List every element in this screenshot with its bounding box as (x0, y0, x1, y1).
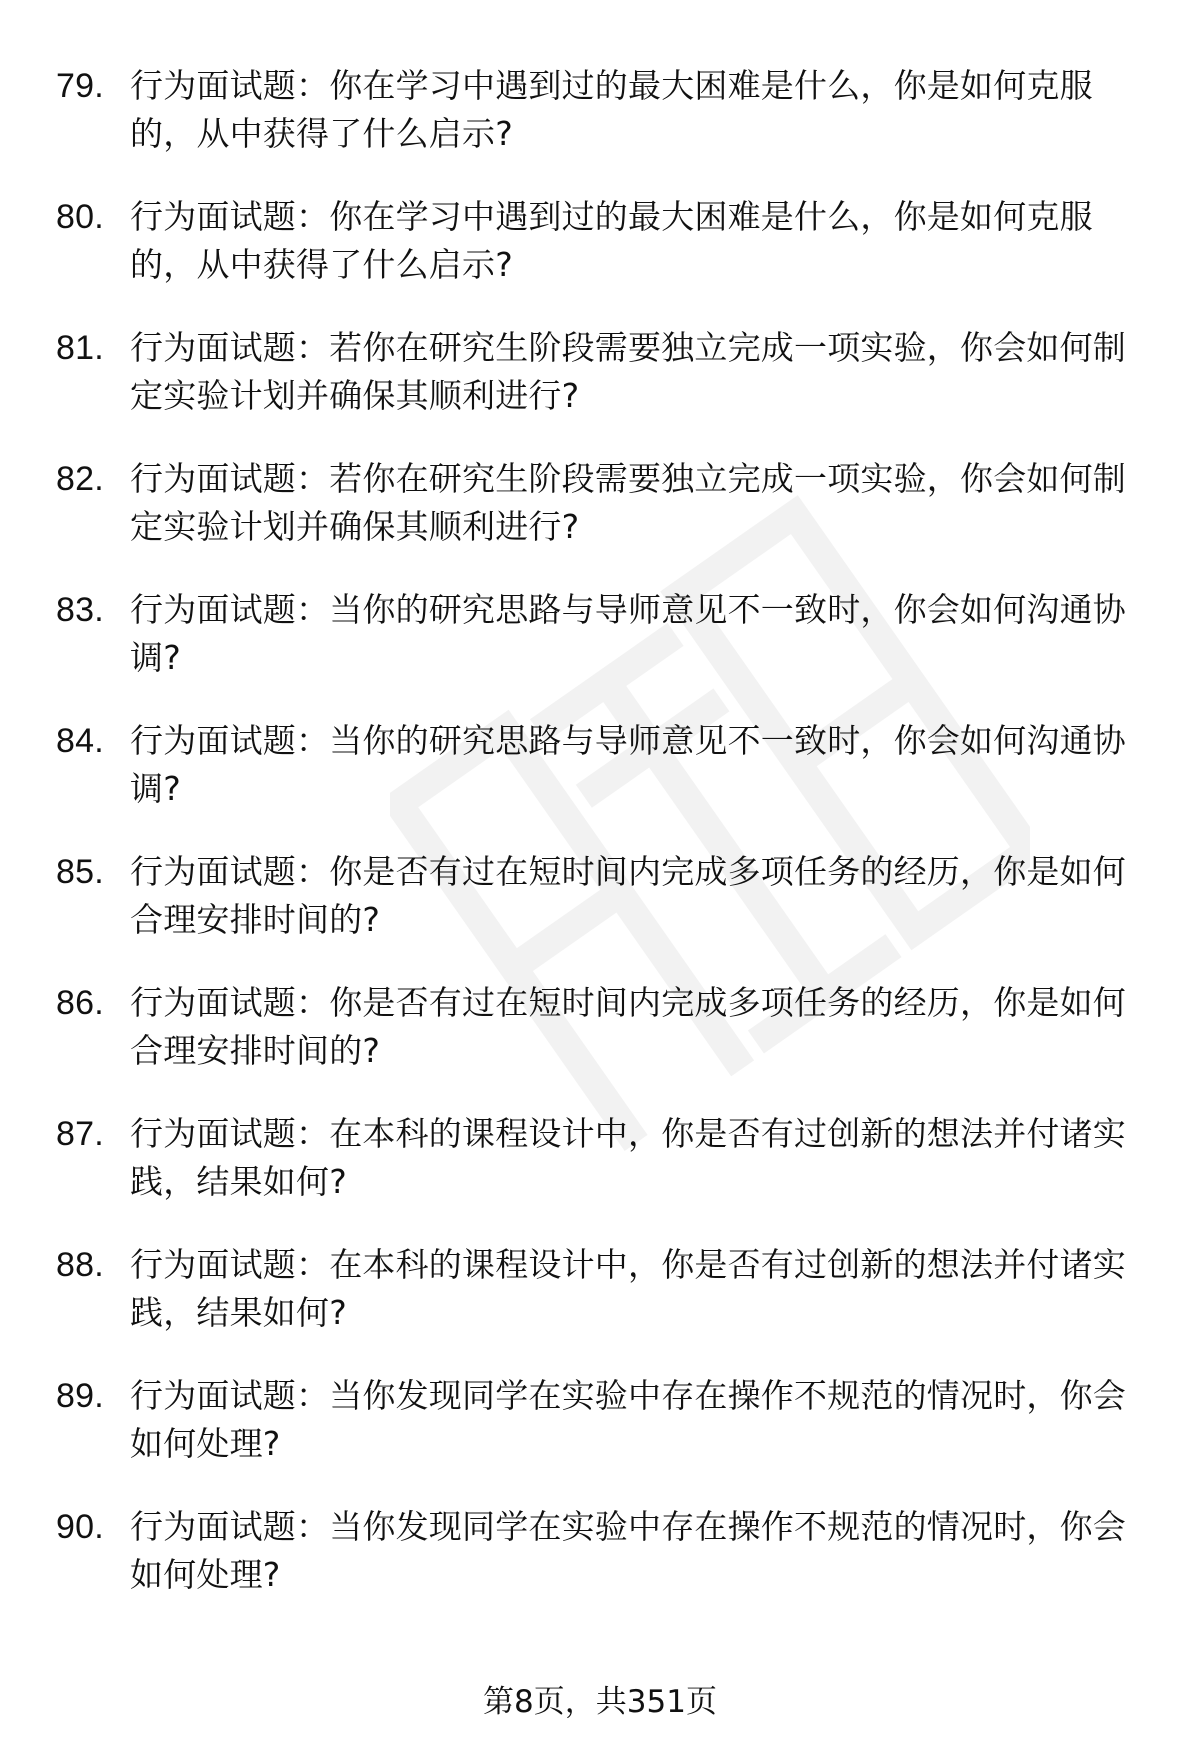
question-number: 84. (56, 722, 104, 760)
question-number: 81. (56, 329, 104, 367)
question-number: 89. (56, 1377, 104, 1415)
question-number: 79. (56, 67, 104, 105)
question-text: 行为面试题：若你在研究生阶段需要独立完成一项实验，你会如何制定实验计划并确保其顺利进行? (130, 328, 1126, 415)
question-text: 行为面试题：在本科的课程设计中，你是否有过创新的想法并付诸实践，结果如何? (130, 1114, 1126, 1201)
question-text: 行为面试题：你是否有过在短时间内完成多项任务的经历，你是如何合理安排时间的? (130, 852, 1126, 939)
question-item (56, 62, 1146, 193)
question-item (56, 1241, 1146, 1372)
question-number: 85. (56, 853, 104, 891)
question-text: 行为面试题：当你的研究思路与导师意见不一致时，你会如何沟通协调? (130, 721, 1126, 808)
question-number: 86. (56, 984, 104, 1022)
question-item (56, 586, 1146, 717)
question-item (56, 324, 1146, 455)
question-text: 行为面试题：当你发现同学在实验中存在操作不规范的情况时，你会如何处理? (130, 1376, 1126, 1463)
question-number: 88. (56, 1246, 104, 1284)
question-item (56, 1503, 1146, 1634)
question-list (56, 62, 1146, 1634)
question-item (56, 1372, 1146, 1503)
question-text: 行为面试题：你在学习中遇到过的最大困难是什么，你是如何克服的，从中获得了什么启示? (130, 66, 1093, 153)
question-text: 行为面试题：若你在研究生阶段需要独立完成一项实验，你会如何制定实验计划并确保其顺利进行? (130, 459, 1126, 546)
question-text: 行为面试题：当你发现同学在实验中存在操作不规范的情况时，你会如何处理? (130, 1507, 1126, 1594)
question-text: 行为面试题：你是否有过在短时间内完成多项任务的经历，你是如何合理安排时间的? (130, 983, 1126, 1070)
question-text: 行为面试题：在本科的课程设计中，你是否有过创新的想法并付诸实践，结果如何? (130, 1245, 1126, 1332)
question-number: 90. (56, 1508, 104, 1546)
question-item (56, 455, 1146, 586)
question-number: 83. (56, 591, 104, 629)
question-text: 行为面试题：当你的研究思路与导师意见不一致时，你会如何沟通协调? (130, 590, 1126, 677)
question-item (56, 848, 1146, 979)
page-footer: 第8页，共351页 (483, 1684, 717, 1720)
question-text: 行为面试题：你在学习中遇到过的最大困难是什么，你是如何克服的，从中获得了什么启示? (130, 197, 1093, 284)
question-item (56, 979, 1146, 1110)
question-number: 87. (56, 1115, 104, 1153)
question-number: 82. (56, 460, 104, 498)
question-item (56, 1110, 1146, 1241)
question-number: 80. (56, 198, 104, 236)
question-item (56, 717, 1146, 848)
question-item (56, 193, 1146, 324)
